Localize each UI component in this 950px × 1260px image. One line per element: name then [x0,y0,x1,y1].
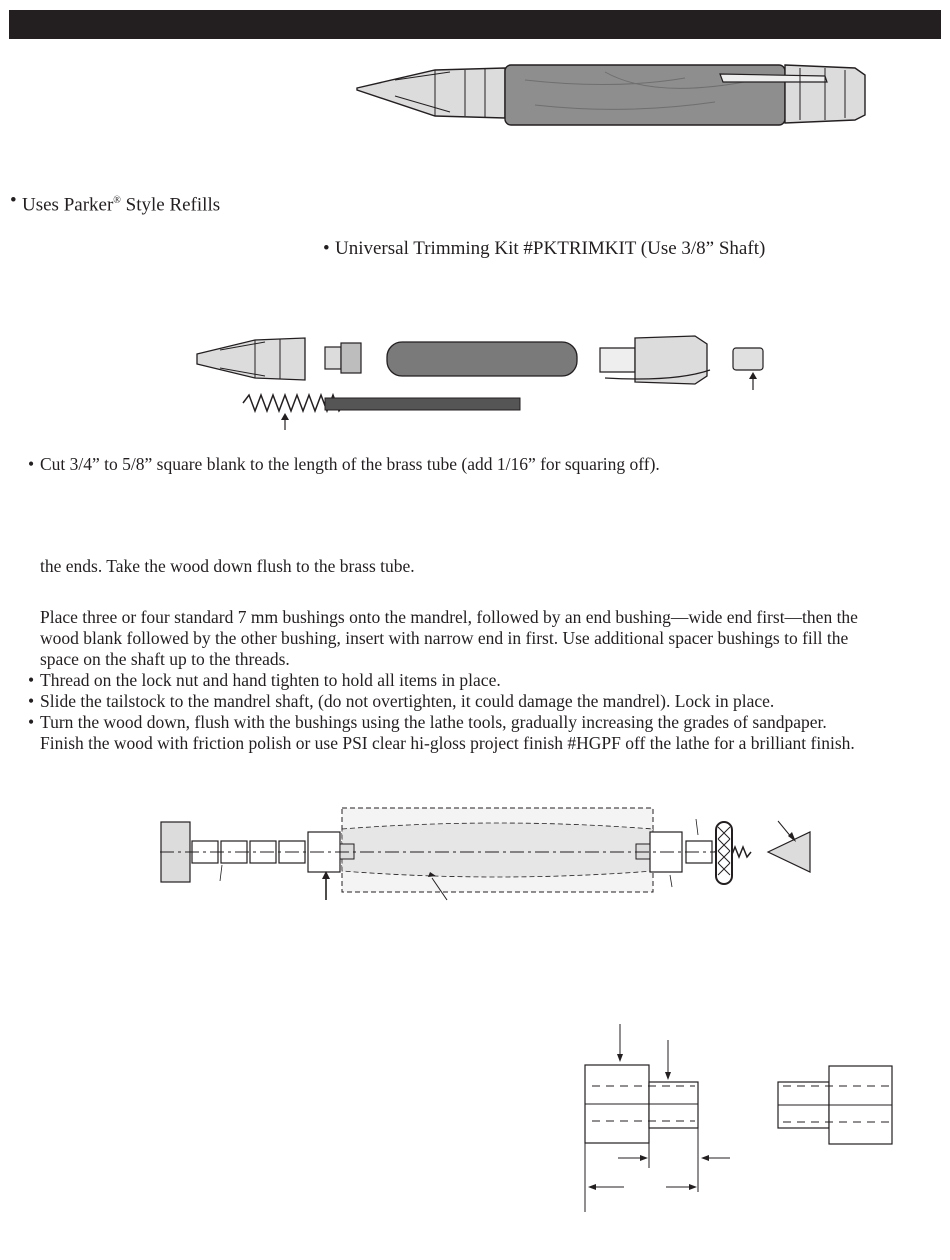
instruction-turn-wood: • Turn the wood down, flush with the bushings using the lathe tools, gradually increasing the grades of sandpaper. [28,712,827,732]
feature-trimming-kit: • Universal Trimming Kit #PKTRIMKIT (Use 3/8” Shaft) [323,238,766,259]
instruction-bushings-line-3: space on the shaft up to the threads. [40,649,290,669]
mandrel-setup-diagram [160,805,820,905]
instruction-finish: Finish the wood with friction polish or use PSI clear hi-gloss project finish #HGPF off the lathe for a brilliant finish. [40,733,855,753]
instruction-tailstock: • Slide the tailstock to the mandrel shaft, (do not overtighten, it could damage the mandrel). Lock in place. [28,691,775,711]
assembled-pen-illustration [355,60,885,130]
feature-refills: • Uses Parker® Style Refills [10,190,221,216]
instruction-bushings-line-2: wood blank followed by the other bushing, insert with narrow end in first. Use additional spacer bushings to fill the [40,628,849,648]
bullet: • [10,190,17,211]
bullet: • [323,238,330,259]
trimming-diagram [580,1020,895,1215]
header-bar [9,10,941,39]
instruction-flush-ends: the ends. Take the wood down flush to the brass tube. [40,556,415,576]
instruction-bushings-line-1: Place three or four standard 7 mm bushings onto the mandrel, followed by an end bushing—wide end first—then the [40,607,858,627]
instruction-cut-blank: • Cut 3/4” to 5/8” square blank to the length of the brass tube (add 1/16” for squaring off). [28,454,660,474]
instruction-lock-nut: • Thread on the lock nut and hand tighten to hold all items in place. [28,670,501,690]
exploded-parts-illustration [195,330,775,435]
